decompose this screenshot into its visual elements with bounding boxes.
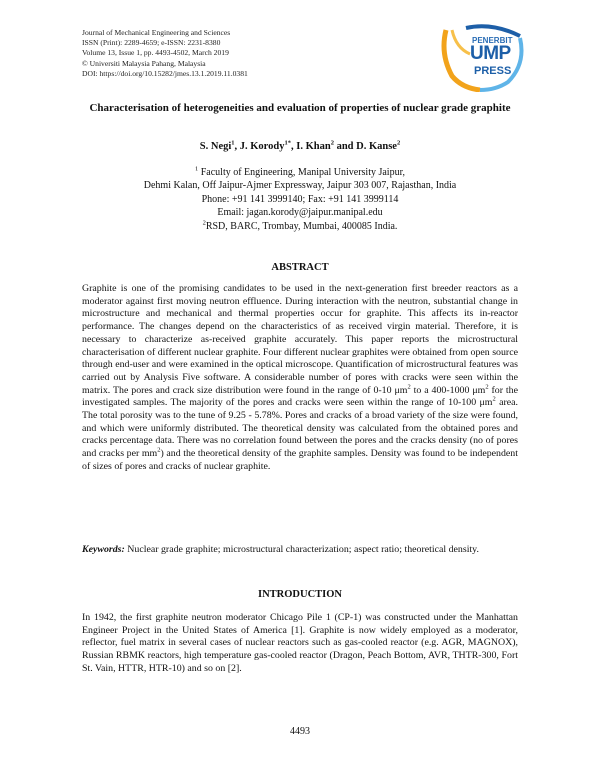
affiliation-2 <box>80 220 520 233</box>
superscript: 2 <box>407 383 411 391</box>
author-name: D. Kanse <box>356 141 397 152</box>
logo-press-text: PRESS <box>474 65 512 77</box>
affiliations <box>80 166 520 233</box>
abstract-body <box>82 283 518 474</box>
author-list <box>80 141 520 152</box>
journal-copyright: © Universiti Malaysia Pahang, Malaysia <box>82 58 206 68</box>
author-separator: , <box>234 141 240 152</box>
affiliation-1 <box>80 166 520 179</box>
affiliation-contact-email[interactable]: Email: jagan.korody@jaipur.manipal.edu <box>217 207 383 219</box>
keywords <box>82 544 518 557</box>
author-affiliation-marker: 2 <box>330 139 334 147</box>
superscript: 2 <box>485 383 489 391</box>
logo-main-text: UMP <box>470 43 511 64</box>
abstract-text: area. The total porosity was to the tune of 9.25 - 5.78%. Pores and cracks of a broad variety of the size were found, and which were uniformly distributed. The theoretical density was calculated from the obtained pores and cracks percentage data. There was no correlation found between the pores and the cracks density (no of pores and cracks per mm <box>82 397 519 460</box>
author-affiliation-marker: 1 <box>231 139 235 147</box>
superscript: 2 <box>492 396 496 404</box>
abstract-heading: ABSTRACT <box>271 262 329 273</box>
paper-title: Characterisation of heterogeneities and evaluation of properties of nuclear grade graphite <box>89 102 511 114</box>
affiliation-contact-phone: Phone: +91 141 3999140; Fax: +91 141 3999114 <box>201 193 399 205</box>
logo-publisher-text: PENERBIT <box>472 36 513 45</box>
abstract-text: for the investigated samples. The majority of the pores and cracks were seen within the range of 10-100 μm <box>82 384 518 409</box>
journal-issn: ISSN (Print): 2289-4659; e-ISSN: 2231-8380 <box>82 38 221 48</box>
affiliation-2-line: RSD, BARC, Trombay, Mumbai, 400085 India. <box>205 220 398 232</box>
introduction-body: In 1942, the first graphite neutron moderator Chicago Pile 1 (CP-1) was constructed under the Manhattan Engineer Project in the United States of America [1]. Graphite is now widely employed as a moderator, reflector, fuel matrix in several cases of nuclear reactors such as gas-cooled reactor (e.g. AGR, MAGNOX), Russian RBMK reactors, high temperature gas-cooled reactor (Dragon, Peach Bottom, AVR, THTR-300, Fort St. Vain, HTTR, HTR-10) and so on [2]. <box>82 612 518 674</box>
author-separator: and <box>333 141 357 152</box>
ump-press-logo <box>436 24 530 92</box>
keywords-label: Keywords: <box>82 544 125 555</box>
author-affiliation-marker: 2 <box>396 139 401 147</box>
page-number: 4493 <box>290 726 310 737</box>
author-name: J. Korody <box>239 141 285 152</box>
affiliation-marker: 2 <box>202 219 206 227</box>
keywords-text: Nuclear grade graphite; microstructural characterization; aspect ratio; theoretical density. <box>124 544 479 555</box>
affiliation-1-line-1: Faculty of Engineering, Manipal University Jaipur, <box>198 167 406 178</box>
abstract-text: ) and the theoretical density of the graphite samples. Density was found to be independent of sizes of pores and cracks of nuclear graphite. <box>82 448 518 472</box>
author-affiliation-marker: 1* <box>284 139 291 147</box>
introduction-heading: INTRODUCTION <box>257 589 342 600</box>
author-name: I. Khan <box>296 141 331 152</box>
superscript: 2 <box>157 446 161 454</box>
affiliation-marker: 1 <box>194 165 199 173</box>
journal-doi[interactable]: DOI: https://doi.org/10.15282/jmes.13.1.2019.11.0381 <box>82 68 248 78</box>
abstract-text: Graphite is one of the promising candidates to be used in the next-generation first breeder reactors as a moderator against first moving neutron effluence. During interaction with the neutron, substantial change in microstructure and mechanical and thermal properties occur for graphite. This affects its in-reactor performance. The changes depend on the characteristics of as received virgin material. Therefore, it is necessary to characterize as-received graphite accurately. This paper reports the microstructural characterisation of different nuclear graphite. Four different nuclear graphites were obtained from open source through end-user and were examined in the optical microscope. Quantification of microstructural features was carried out by Analysis Five software. A considerable number of pores with cracks were seen within the matrix. The pores and crack size distribution were found in the range of 0-10 μm <box>82 283 518 396</box>
journal-name: Journal of Mechanical Engineering and Sciences <box>82 28 231 37</box>
journal-volume: Volume 13, Issue 1, pp. 4493-4502, March 2019 <box>82 48 229 58</box>
journal-metadata <box>82 28 248 79</box>
author-separator: , <box>291 141 297 152</box>
affiliation-1-line-2: Dehmi Kalan, Off Jaipur-Ajmer Expressway, Jaipur 303 007, Rajasthan, India <box>143 180 457 192</box>
abstract-text: to a 400-1000 μm <box>410 384 486 396</box>
author-name: S. Negi <box>199 141 232 152</box>
